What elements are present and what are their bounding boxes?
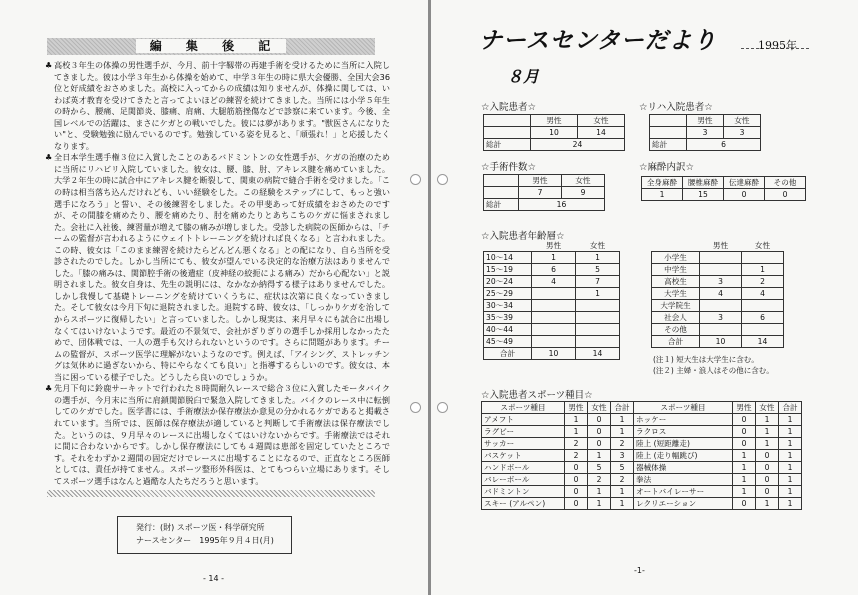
age-label: 35〜39 xyxy=(484,312,532,324)
table-cell: 10 xyxy=(531,127,578,139)
table-cell: 5 xyxy=(576,264,620,276)
sport-name: 陸上 (走り幅跳び) xyxy=(634,450,733,462)
table-cell xyxy=(742,324,784,336)
table-cell: 3 xyxy=(724,127,761,139)
left-page xyxy=(0,0,428,595)
table-cell: 1 xyxy=(733,462,756,474)
table-cell xyxy=(576,324,620,336)
sport-name: バドミントン xyxy=(482,486,565,498)
club-icon: ♣ xyxy=(45,152,53,163)
table-row xyxy=(482,426,802,438)
table-cell: 1 xyxy=(565,426,588,438)
table-header-female: 女性 xyxy=(578,115,625,127)
table-cell: 1 xyxy=(756,414,779,426)
table-header: スポーツ種目 xyxy=(482,402,565,414)
table-cell: 1 xyxy=(611,426,634,438)
table-header: 女性 xyxy=(756,402,779,414)
total-label: 総計 xyxy=(484,139,531,151)
table-row xyxy=(484,264,620,276)
age-groups-title: ☆入院患者年齢層☆ xyxy=(481,231,565,242)
newsletter-year: 1995年 xyxy=(758,39,797,52)
table-cell: 6 xyxy=(742,312,784,324)
newsletter-month: ８月 xyxy=(507,67,540,86)
table-cell: 0 xyxy=(733,438,756,450)
table-cell: 0 xyxy=(756,486,779,498)
club-icon: ♣ xyxy=(45,60,53,70)
table-cell: 3 xyxy=(700,276,742,288)
total-label: 総計 xyxy=(484,199,519,211)
category-label: 小学生 xyxy=(652,252,700,264)
table-cell xyxy=(742,300,784,312)
table-cell: 1 xyxy=(779,426,802,438)
newsletter-title: ナースセンターだより xyxy=(479,28,717,54)
anesthesia-table xyxy=(641,176,806,201)
table-cell: 0 xyxy=(565,474,588,486)
table-row xyxy=(484,240,620,252)
table-row xyxy=(652,252,784,264)
table-cell: 1 xyxy=(733,474,756,486)
table-cell: 0 xyxy=(588,426,611,438)
table-cell: 1 xyxy=(756,426,779,438)
table-cell: 6 xyxy=(532,264,576,276)
sport-name: 陸上 (短距離走) xyxy=(634,438,733,450)
table-row xyxy=(652,300,784,312)
table-cell: 1 xyxy=(611,414,634,426)
table-row xyxy=(484,187,605,199)
table-row xyxy=(652,240,784,252)
table-cell: 1 xyxy=(611,486,634,498)
note-2: (注２) 主婦・浪人はその他に含む。 xyxy=(653,366,774,375)
table-cell: 3 xyxy=(611,450,634,462)
table-header: 合計 xyxy=(779,402,802,414)
total-label: 総計 xyxy=(650,139,687,151)
table-cell: 10 xyxy=(532,348,576,360)
table-row xyxy=(482,462,802,474)
editors-postscript-title-text: 編 集 後 記 xyxy=(136,39,287,53)
table-header: 女性 xyxy=(588,402,611,414)
table-cell xyxy=(532,312,576,324)
table-header-male: 男性 xyxy=(545,241,562,250)
sport-name: ラグビー xyxy=(482,426,565,438)
note-1: (注１) 短大生は大学生に含む。 xyxy=(653,355,759,364)
table-row xyxy=(484,199,605,211)
table-cell: 2 xyxy=(588,474,611,486)
table-cell: 1 xyxy=(532,252,576,264)
table-row xyxy=(652,276,784,288)
table-cell: 1 xyxy=(588,486,611,498)
sport-name: ホッケー xyxy=(634,414,733,426)
table-row xyxy=(482,438,802,450)
table-row xyxy=(484,115,625,127)
table-cell: 1 xyxy=(588,498,611,510)
table-row xyxy=(652,288,784,300)
table-cell: 1 xyxy=(779,414,802,426)
table-cell: 1 xyxy=(733,486,756,498)
table-cell xyxy=(576,312,620,324)
sport-name: レクリエーション xyxy=(634,498,733,510)
table-cell: 7 xyxy=(576,276,620,288)
table-cell: 1 xyxy=(779,474,802,486)
sport-name: スキー (アルペン) xyxy=(482,498,565,510)
paragraph-text: 全日本学生選手権３位に入賞したことのあるバドミントンの女性選手が、ケガの治療のために当所にリハビリ入院していました。彼女は、腰、膝、肘、アキレス腱を痛めていました。大学２年生の時に試合中にアキレス腱を断裂して、関東の病院で縫合手術を受けました。「この時は相当落ち込んだけれども、いい経験をした。この経験をステップにして、もっと強い選手になろう」と誓い、その後練習をしました。その甲斐あって好成績をおさめたのですが、その間膝を痛めたり、腰を痛めたり、肘を痛めたりとあちこちのケガに悩まされました。会社に入社後、練習量が増えて膝の痛みが増しました。受診した病院の医師からは、「チームの監督が言われるようにウェイトトレーニングを続ければ良くなる」と言われました。この時、彼女は「このまま練習を続けたらどんどん悪くなる」との配になり、自ら当所を受診されたのでした。しかし当所にても、彼女が望んでいる決定的な治療方法はありませんでした。「膝の痛みは、関節腔手術の後遺症（皮神経の絞扼による痛み）だから心配ない」と説明されました。彼女自身は、先生の説明には、なかなか納得する様子はありませんでした。しかし我慢して基礎トレーニングを続けていくうちに、症状は次第に良くなっていきました。そして彼女は今月下旬に退院されました。退院する時、彼女は、「しっかりケガを治してからスポーツに復帰したい」と言っていました。しかし現実は、来月早々にも試合に出場しなくてはいけないようです。最近の不景気で、会社がぎりぎりの選手しか採用しなかったためで、団体戦では、一人の選手も欠けられないというのです。さらに問題があります。チームの監督が、スポーツ医学に理解がないようなのです。例えば、「アイシング、ストレッチングは気休めに過ぎないから、特にやらなくても良い」と指導するらしいのです。彼女は、本当に困っている様子でした。どうしたら良いのでしょうか。 xyxy=(54,152,390,382)
table-cell: 1 xyxy=(779,438,802,450)
table-cell: 0 xyxy=(565,462,588,474)
table-cell: 1 xyxy=(576,288,620,300)
total-value: 16 xyxy=(519,199,605,211)
table-cell xyxy=(484,175,519,187)
binder-hole xyxy=(410,402,421,413)
rehab-inpatients-title: ☆リハ入院患者☆ xyxy=(639,102,713,113)
table-cell xyxy=(532,288,576,300)
table-cell: 1 xyxy=(779,486,802,498)
table-cell xyxy=(700,324,742,336)
table-cell: 2 xyxy=(565,438,588,450)
table-cell: 1 xyxy=(565,414,588,426)
table-row xyxy=(652,336,784,348)
surgeries-title: ☆手術件数☆ xyxy=(481,162,537,173)
category-label: 中学生 xyxy=(652,264,700,276)
table-header-male: 男性 xyxy=(519,175,562,187)
table-row xyxy=(650,115,761,127)
table-cell xyxy=(532,324,576,336)
table-header: スポーツ種目 xyxy=(634,402,733,414)
table-row xyxy=(484,139,625,151)
binder-hole xyxy=(437,402,448,413)
table-cell: 1 xyxy=(733,450,756,462)
table-row xyxy=(652,264,784,276)
table-cell: 14 xyxy=(742,336,784,348)
sports-title: ☆入院患者スポーツ種目☆ xyxy=(481,390,593,401)
table-cell: 1 xyxy=(756,498,779,510)
age-label: 30〜34 xyxy=(484,300,532,312)
table-cell: 9 xyxy=(562,187,605,199)
table-cell xyxy=(652,240,700,252)
table-header-male: 男性 xyxy=(687,115,724,127)
left-page-number: - 14 - xyxy=(203,574,225,583)
rehab-inpatients-table xyxy=(649,114,761,151)
table-header-female: 女性 xyxy=(724,115,761,127)
table-cell: 14 xyxy=(578,127,625,139)
table-header: 全身麻酔 xyxy=(642,177,683,189)
table-cell xyxy=(700,300,742,312)
table-header-male: 男性 xyxy=(712,241,729,250)
category-label: 高校生 xyxy=(652,276,700,288)
table-header: その他 xyxy=(765,177,806,189)
table-cell: 1 xyxy=(576,252,620,264)
sport-name: ハンドボール xyxy=(482,462,565,474)
table-row xyxy=(642,189,806,201)
table-cell: 1 xyxy=(742,264,784,276)
table-header: 合計 xyxy=(611,402,634,414)
publisher-date-line: ナースセンター 1995年９月４日(月) xyxy=(136,536,274,545)
table-cell: 0 xyxy=(756,474,779,486)
age-label: 45〜49 xyxy=(484,336,532,348)
sport-name: バスケット xyxy=(482,450,565,462)
table-header-male: 男性 xyxy=(531,115,578,127)
table-cell: 1 xyxy=(779,450,802,462)
table-cell xyxy=(532,336,576,348)
surgeries-table xyxy=(483,174,605,211)
postscript-paragraph-1 xyxy=(45,60,390,152)
table-cell: 4 xyxy=(700,288,742,300)
table-cell: 4 xyxy=(742,288,784,300)
editors-postscript-body xyxy=(45,60,390,487)
table-cell xyxy=(742,252,784,264)
total-label: 合計 xyxy=(652,336,700,348)
table-cell xyxy=(532,300,576,312)
table-cell: 3 xyxy=(687,127,724,139)
table-row xyxy=(484,288,620,300)
table-header-female: 女性 xyxy=(562,175,605,187)
table-cell xyxy=(700,264,742,276)
table-header-female: 女性 xyxy=(589,241,606,250)
table-cell: 1 xyxy=(588,450,611,462)
table-cell: 7 xyxy=(519,187,562,199)
table-cell: 0 xyxy=(756,450,779,462)
table-cell: 0 xyxy=(765,189,806,201)
occupation-notes xyxy=(653,354,774,376)
table-cell: 3 xyxy=(700,312,742,324)
anesthesia-title: ☆麻酔内訳☆ xyxy=(639,162,695,173)
table-row xyxy=(652,312,784,324)
sport-name: ラクロス xyxy=(634,426,733,438)
sport-name: 器械体操 xyxy=(634,462,733,474)
table-row xyxy=(482,450,802,462)
table-cell: 1 xyxy=(756,438,779,450)
sport-name: バレーボール xyxy=(482,474,565,486)
postscript-paragraph-3 xyxy=(45,383,390,487)
table-row xyxy=(642,177,806,189)
inpatients-title: ☆入院患者☆ xyxy=(481,102,537,113)
table-row xyxy=(484,324,620,336)
age-label: 40〜44 xyxy=(484,324,532,336)
table-header-female: 女性 xyxy=(754,241,771,250)
table-row xyxy=(484,127,625,139)
category-label: 大学生 xyxy=(652,288,700,300)
table-cell: 10 xyxy=(700,336,742,348)
table-cell: 0 xyxy=(733,414,756,426)
table-row xyxy=(484,336,620,348)
age-label: 20〜24 xyxy=(484,276,532,288)
table-row xyxy=(652,324,784,336)
editors-postscript-title xyxy=(47,38,375,55)
sports-table xyxy=(481,401,802,510)
table-row xyxy=(650,139,761,151)
age-groups-table xyxy=(483,240,620,360)
table-cell: 1 xyxy=(779,498,802,510)
table-cell xyxy=(484,240,532,252)
table-row xyxy=(482,486,802,498)
paragraph-text: 高校３年生の体操の男性選手が、今月、前十字靱帯の再建手術を受けるために当所に入院してきました。彼は小学３年生から体操を始めて、中学３年生の時に県大会優勝、全国大会36位と好成績をおさめました。高校に入ってからの成績は知りませんが、体操に関しては、いわば英才教育を受けてきたと言ってよいほどの練習を続けてきました。当所には小学５年生の時から、腰痛、足関節炎、膝痛、肩痛、大腿筋筋挫傷などで診察に来ています。今後、全国レベルでの活躍は、まさにケガとの戦いでした。彼には夢があります。"獣医さんになりたい"と、受験勉強に励んでいるのです。勉強している姿を見ると、「頑張れ！」と応援したくなります。 xyxy=(54,60,390,151)
table-cell: 2 xyxy=(611,474,634,486)
right-page-number: -1- xyxy=(634,566,645,575)
total-value: 6 xyxy=(687,139,761,151)
table-header: 男性 xyxy=(733,402,756,414)
sport-name: オートバイレーサー xyxy=(634,486,733,498)
table-cell: 5 xyxy=(611,462,634,474)
paragraph-text: 先月下旬に鈴鹿サーキットで行われた８時間耐久レースで総合３位に入賞したモータバイクの選手が、今月末に当所に肩鎖関節脱臼で緊急入院してきました。バイクのレース中に転倒してのケガでした。医学書には、手術療法か保存療法か意見の分かれるケガであると掲載されています。当所では、医師は保存療法が適していると判断して手術療法は保存療法でした。というのは、９月早々のレースに出場しなくてはいけないからです。手術療法ではそれに間に合わないからです。しかし保存療法にしても４週間は患部を固定していたところです。それをわずか２週間の固定だけでレースに出場することになるので、正直なところ医師としては、責任が持てません。スポーツ整形外科医は、とてもつらい立場にあります。そしてスポーツ選手はなんと過酷な人たちだろうと思います。 xyxy=(54,383,390,486)
table-header: 腰椎麻酔 xyxy=(683,177,724,189)
age-label: 10〜14 xyxy=(484,252,532,264)
table-header: 伝達麻酔 xyxy=(724,177,765,189)
table-cell: 14 xyxy=(576,348,620,360)
table-cell: 0 xyxy=(724,189,765,201)
total-label: 合計 xyxy=(484,348,532,360)
table-cell: 1 xyxy=(779,462,802,474)
table-row xyxy=(484,252,620,264)
table-cell xyxy=(576,336,620,348)
sport-name: 拳法 xyxy=(634,474,733,486)
table-cell: 4 xyxy=(532,276,576,288)
sport-name: サッカー xyxy=(482,438,565,450)
table-cell: 2 xyxy=(565,450,588,462)
category-label: 大学院生 xyxy=(652,300,700,312)
table-cell xyxy=(576,300,620,312)
table-cell: 15 xyxy=(683,189,724,201)
occupation-table xyxy=(651,240,784,348)
table-row xyxy=(484,312,620,324)
table-row xyxy=(482,474,802,486)
table-row xyxy=(484,276,620,288)
club-icon: ♣ xyxy=(45,383,53,394)
table-cell xyxy=(700,252,742,264)
table-cell xyxy=(650,127,687,139)
table-header: 男性 xyxy=(565,402,588,414)
table-cell: 0 xyxy=(588,414,611,426)
table-cell xyxy=(650,115,687,127)
table-row xyxy=(484,348,620,360)
publisher-box xyxy=(117,516,292,554)
table-row xyxy=(482,498,802,510)
sport-name: アメフト xyxy=(482,414,565,426)
table-cell: 5 xyxy=(588,462,611,474)
binder-hole xyxy=(437,174,448,185)
table-cell: 0 xyxy=(565,486,588,498)
publisher-line: 発行：(財) スポーツ医・科学研究所 xyxy=(136,523,265,532)
table-row xyxy=(650,127,761,139)
age-label: 15〜19 xyxy=(484,264,532,276)
table-cell xyxy=(484,115,531,127)
table-cell xyxy=(484,187,519,199)
table-cell: 0 xyxy=(733,498,756,510)
binder-hole xyxy=(410,174,421,185)
table-row xyxy=(484,175,605,187)
table-cell: 0 xyxy=(588,438,611,450)
inpatients-table xyxy=(483,114,625,151)
table-cell: 1 xyxy=(611,498,634,510)
total-value: 24 xyxy=(531,139,625,151)
category-label: その他 xyxy=(652,324,700,336)
table-row xyxy=(484,300,620,312)
right-page xyxy=(431,0,858,595)
table-cell: 2 xyxy=(611,438,634,450)
table-cell xyxy=(484,127,531,139)
table-cell: 0 xyxy=(565,498,588,510)
category-label: 社会人 xyxy=(652,312,700,324)
table-cell: 1 xyxy=(642,189,683,201)
table-cell: 0 xyxy=(733,426,756,438)
age-label: 25〜29 xyxy=(484,288,532,300)
table-row xyxy=(482,414,802,426)
table-header-row xyxy=(482,402,802,414)
table-cell: 0 xyxy=(756,462,779,474)
postscript-paragraph-2 xyxy=(45,152,390,383)
table-cell: 2 xyxy=(742,276,784,288)
hatched-divider xyxy=(47,490,375,497)
